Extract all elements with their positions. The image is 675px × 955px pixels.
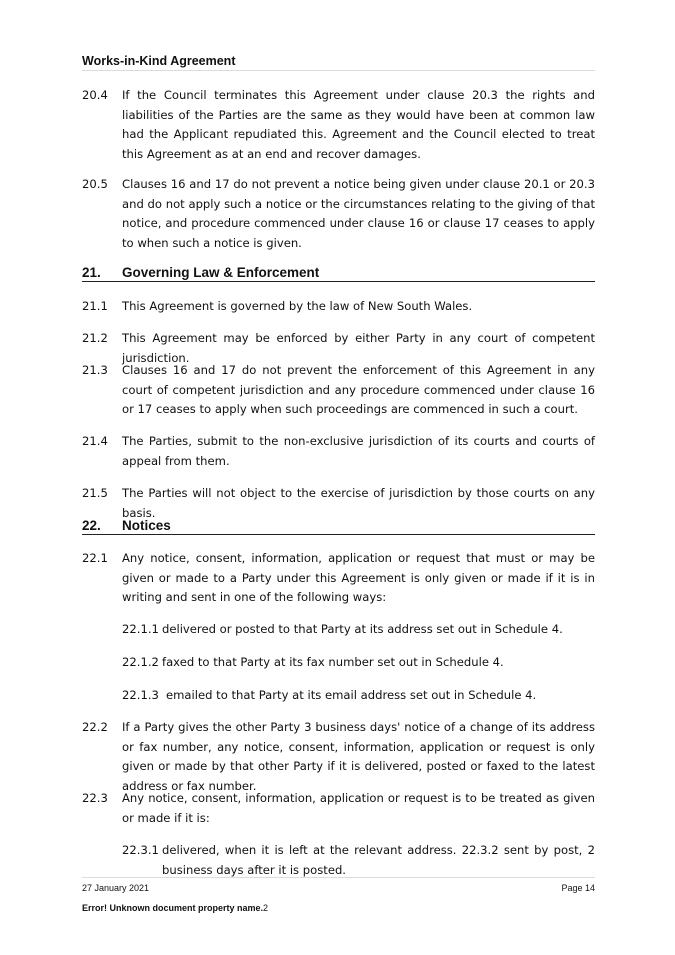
- subclause-text: faxed to that Party at its fax number set out in Schedule 4.: [162, 655, 504, 669]
- clause-22-2: [82, 718, 595, 796]
- clause-text: This Agreement may be enforced by either Party in any court of competent jurisdiction.: [122, 331, 595, 365]
- clause-text: This Agreement is governed by the law of New South Wales.: [122, 299, 473, 313]
- clause-text: Any notice, consent, information, application or request is to be treated as given or made if it is:: [122, 791, 595, 825]
- section-number: 21.: [82, 265, 101, 280]
- subclause-number: 22.1.1: [122, 622, 159, 636]
- clause-20-4: [82, 86, 595, 164]
- subclause-number: 22.1.3: [122, 688, 159, 702]
- section-heading-22: [82, 518, 595, 535]
- clause-number: 22.2: [82, 720, 108, 734]
- clause-number: 20.5: [82, 177, 108, 191]
- subclause-22-1-2: [122, 653, 595, 673]
- clause-number: 22.3: [82, 791, 108, 805]
- clause-20-5: [82, 175, 595, 253]
- clause-number: 21.1: [82, 299, 108, 313]
- clause-text: Any notice, consent, information, application or request that must or may be given or made to a Party under this Agreement is only given or made if it is in writing and sent in one of the following ways:: [122, 551, 595, 604]
- subclause-number: 22.1.2: [122, 655, 159, 669]
- clause-number: 21.3: [82, 363, 108, 377]
- clause-21-4: [82, 432, 595, 471]
- clause-text: Clauses 16 and 17 do not prevent the enforcement of this Agreement in any court of competent jurisdiction and any procedure commenced under clause 16 or 17 ceases to apply when such proceedings are commenced in such a court.: [122, 363, 595, 416]
- section-title: Governing Law & Enforcement: [122, 265, 320, 280]
- clause-21-3: [82, 361, 595, 420]
- section-number: 22.: [82, 518, 101, 533]
- subclause-text: delivered or posted to that Party at its address set out in Schedule 4.: [162, 622, 563, 636]
- subclause-text: delivered, when it is left at the relevant address. 22.3.2 sent by post, 2 business days after it is posted.: [162, 843, 595, 877]
- footer-error-suffix: 2: [263, 903, 269, 913]
- subclause-22-3-1: [122, 841, 595, 880]
- clause-text: If the Council terminates this Agreement under clause 20.3 the rights and liabilities of the Parties are the same as they would have been at common law had the Applicant repudiated this. Agreement and the Council elected to treat this Agreement as at an end and recover damages.: [122, 88, 595, 161]
- footer-date: 27 January 2021: [82, 883, 150, 893]
- subclause-22-1-1: [122, 620, 595, 640]
- clause-text: If a Party gives the other Party 3 business days' notice of a change of its address or fax number, any notice, consent, information, application or request is only given or made by that other Party if it is delivered, posted or faxed to the latest address or fax number.: [122, 720, 595, 793]
- clause-text: Clauses 16 and 17 do not prevent a notice being given under clause 20.1 or 20.3 and do not apply such a notice or the circumstances relating to the giving of that notice, and procedure commenced under clause 16 or clause 17 ceases to apply to when such a notice is given.: [122, 177, 595, 250]
- running-header: Works-in-Kind Agreement: [82, 54, 595, 71]
- footer-error-property: [82, 903, 268, 913]
- footer-page-number: Page 14: [561, 883, 595, 893]
- footer-error-text: Error! Unknown document property name.: [82, 903, 264, 913]
- subclause-number: 22.3.1: [122, 843, 159, 857]
- subclause-text: emailed to that Party at its email address set out in Schedule 4.: [166, 688, 537, 702]
- clause-22-1: [82, 549, 595, 608]
- subclause-22-1-3: [122, 686, 595, 706]
- clause-22-3: [82, 789, 595, 828]
- clause-number: 21.4: [82, 434, 108, 448]
- clause-number: 21.5: [82, 486, 108, 500]
- footer-divider: [82, 877, 595, 878]
- clause-number: 22.1: [82, 551, 108, 565]
- clause-21-1: [82, 297, 595, 317]
- clause-text: The Parties will not object to the exercise of jurisdiction by those courts on any basis.: [122, 486, 595, 520]
- section-title: Notices: [122, 518, 171, 533]
- section-heading-21: [82, 265, 595, 282]
- clause-number: 20.4: [82, 88, 108, 102]
- clause-number: 21.2: [82, 331, 108, 345]
- clause-text: The Parties, submit to the non-exclusive jurisdiction of its courts and courts of appeal from them.: [122, 434, 595, 468]
